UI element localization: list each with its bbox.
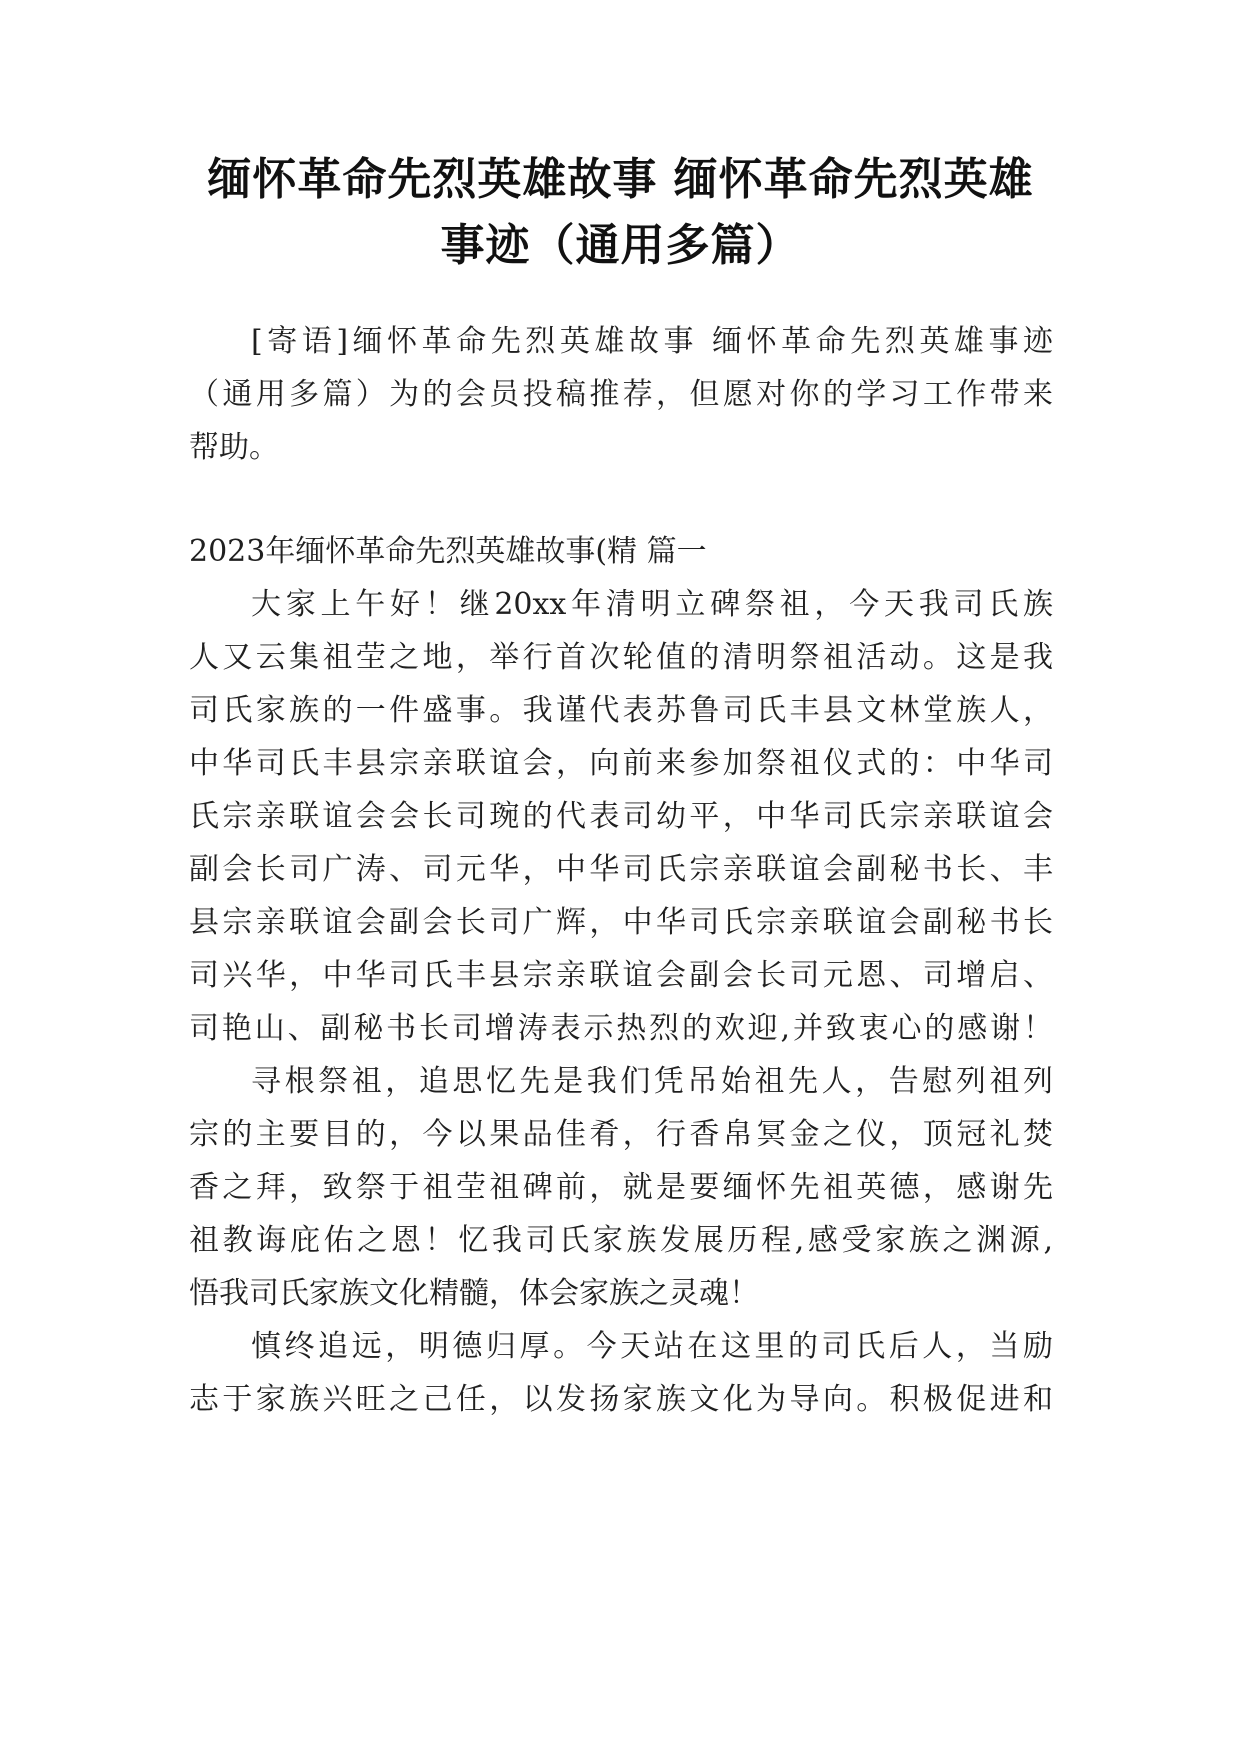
paragraph-line: 县宗亲联谊会副会长司广辉，中华司氏宗亲联谊会副秘书长 (189, 905, 1053, 940)
intro-line: （通用多篇）为的会员投稿推荐，但愿对你的学习工作带来 (189, 377, 1053, 412)
paragraph-line: 人又云集祖茔之地，举行首次轮值的清明祭祖活动。这是我 (189, 640, 1053, 675)
paragraph-line: 中华司氏丰县宗亲联谊会，向前来参加祭祖仪式的：中华司 (189, 746, 1053, 781)
paragraph-line: 宗的主要目的，今以果品佳肴，行香帛冥金之仪，顶冠礼焚 (189, 1117, 1053, 1152)
paragraph-line: 祖教诲庇佑之恩！忆我司氏家族发展历程,感受家族之渊源, (189, 1223, 1053, 1258)
paragraph-line: 司氏家族的一件盛事。我谨代表苏鲁司氏丰县文林堂族人， (189, 693, 1053, 728)
paragraph-line: 寻根祭祖，追思忆先是我们凭吊始祖先人，告慰列祖列 (251, 1064, 1053, 1099)
intro-line: 帮助。 (189, 430, 279, 465)
paragraph-line: 氏宗亲联谊会会长司琬的代表司幼平，中华司氏宗亲联谊会 (189, 799, 1053, 834)
paragraph-line: 慎终追远，明德归厚。今天站在这里的司氏后人，当励 (251, 1329, 1053, 1364)
paragraph-line: 大家上午好！继20xx年清明立碑祭祖，今天我司氏族 (251, 587, 1053, 622)
paragraph-line: 志于家族兴旺之己任，以发扬家族文化为导向。积极促进和 (189, 1382, 1053, 1417)
paragraph-line: 副会长司广涛、司元华，中华司氏宗亲联谊会副秘书长、丰 (189, 852, 1053, 887)
paragraph-line: 司艳山、副秘书长司增涛表示热烈的欢迎,并致衷心的感谢！ (189, 1011, 1053, 1046)
paragraph-line: 香之拜，致祭于祖茔祖碑前，就是要缅怀先祖英德，感谢先 (189, 1170, 1053, 1205)
document-title-line-1: 缅怀革命先烈英雄故事 缅怀革命先烈英雄 (207, 154, 1034, 205)
paragraph-line: 司兴华，中华司氏丰县宗亲联谊会副会长司元恩、司增启、 (189, 958, 1053, 993)
paragraph-line: 悟我司氏家族文化精髓，体会家族之灵魂！ (189, 1276, 759, 1311)
document-title-line-2: 事迹（通用多篇） (440, 220, 801, 271)
section-heading: 2023年缅怀革命先烈英雄故事(精 篇一 (189, 534, 707, 569)
intro-line: [寄语]缅怀革命先烈英雄故事 缅怀革命先烈英雄事迹 (251, 324, 1053, 359)
